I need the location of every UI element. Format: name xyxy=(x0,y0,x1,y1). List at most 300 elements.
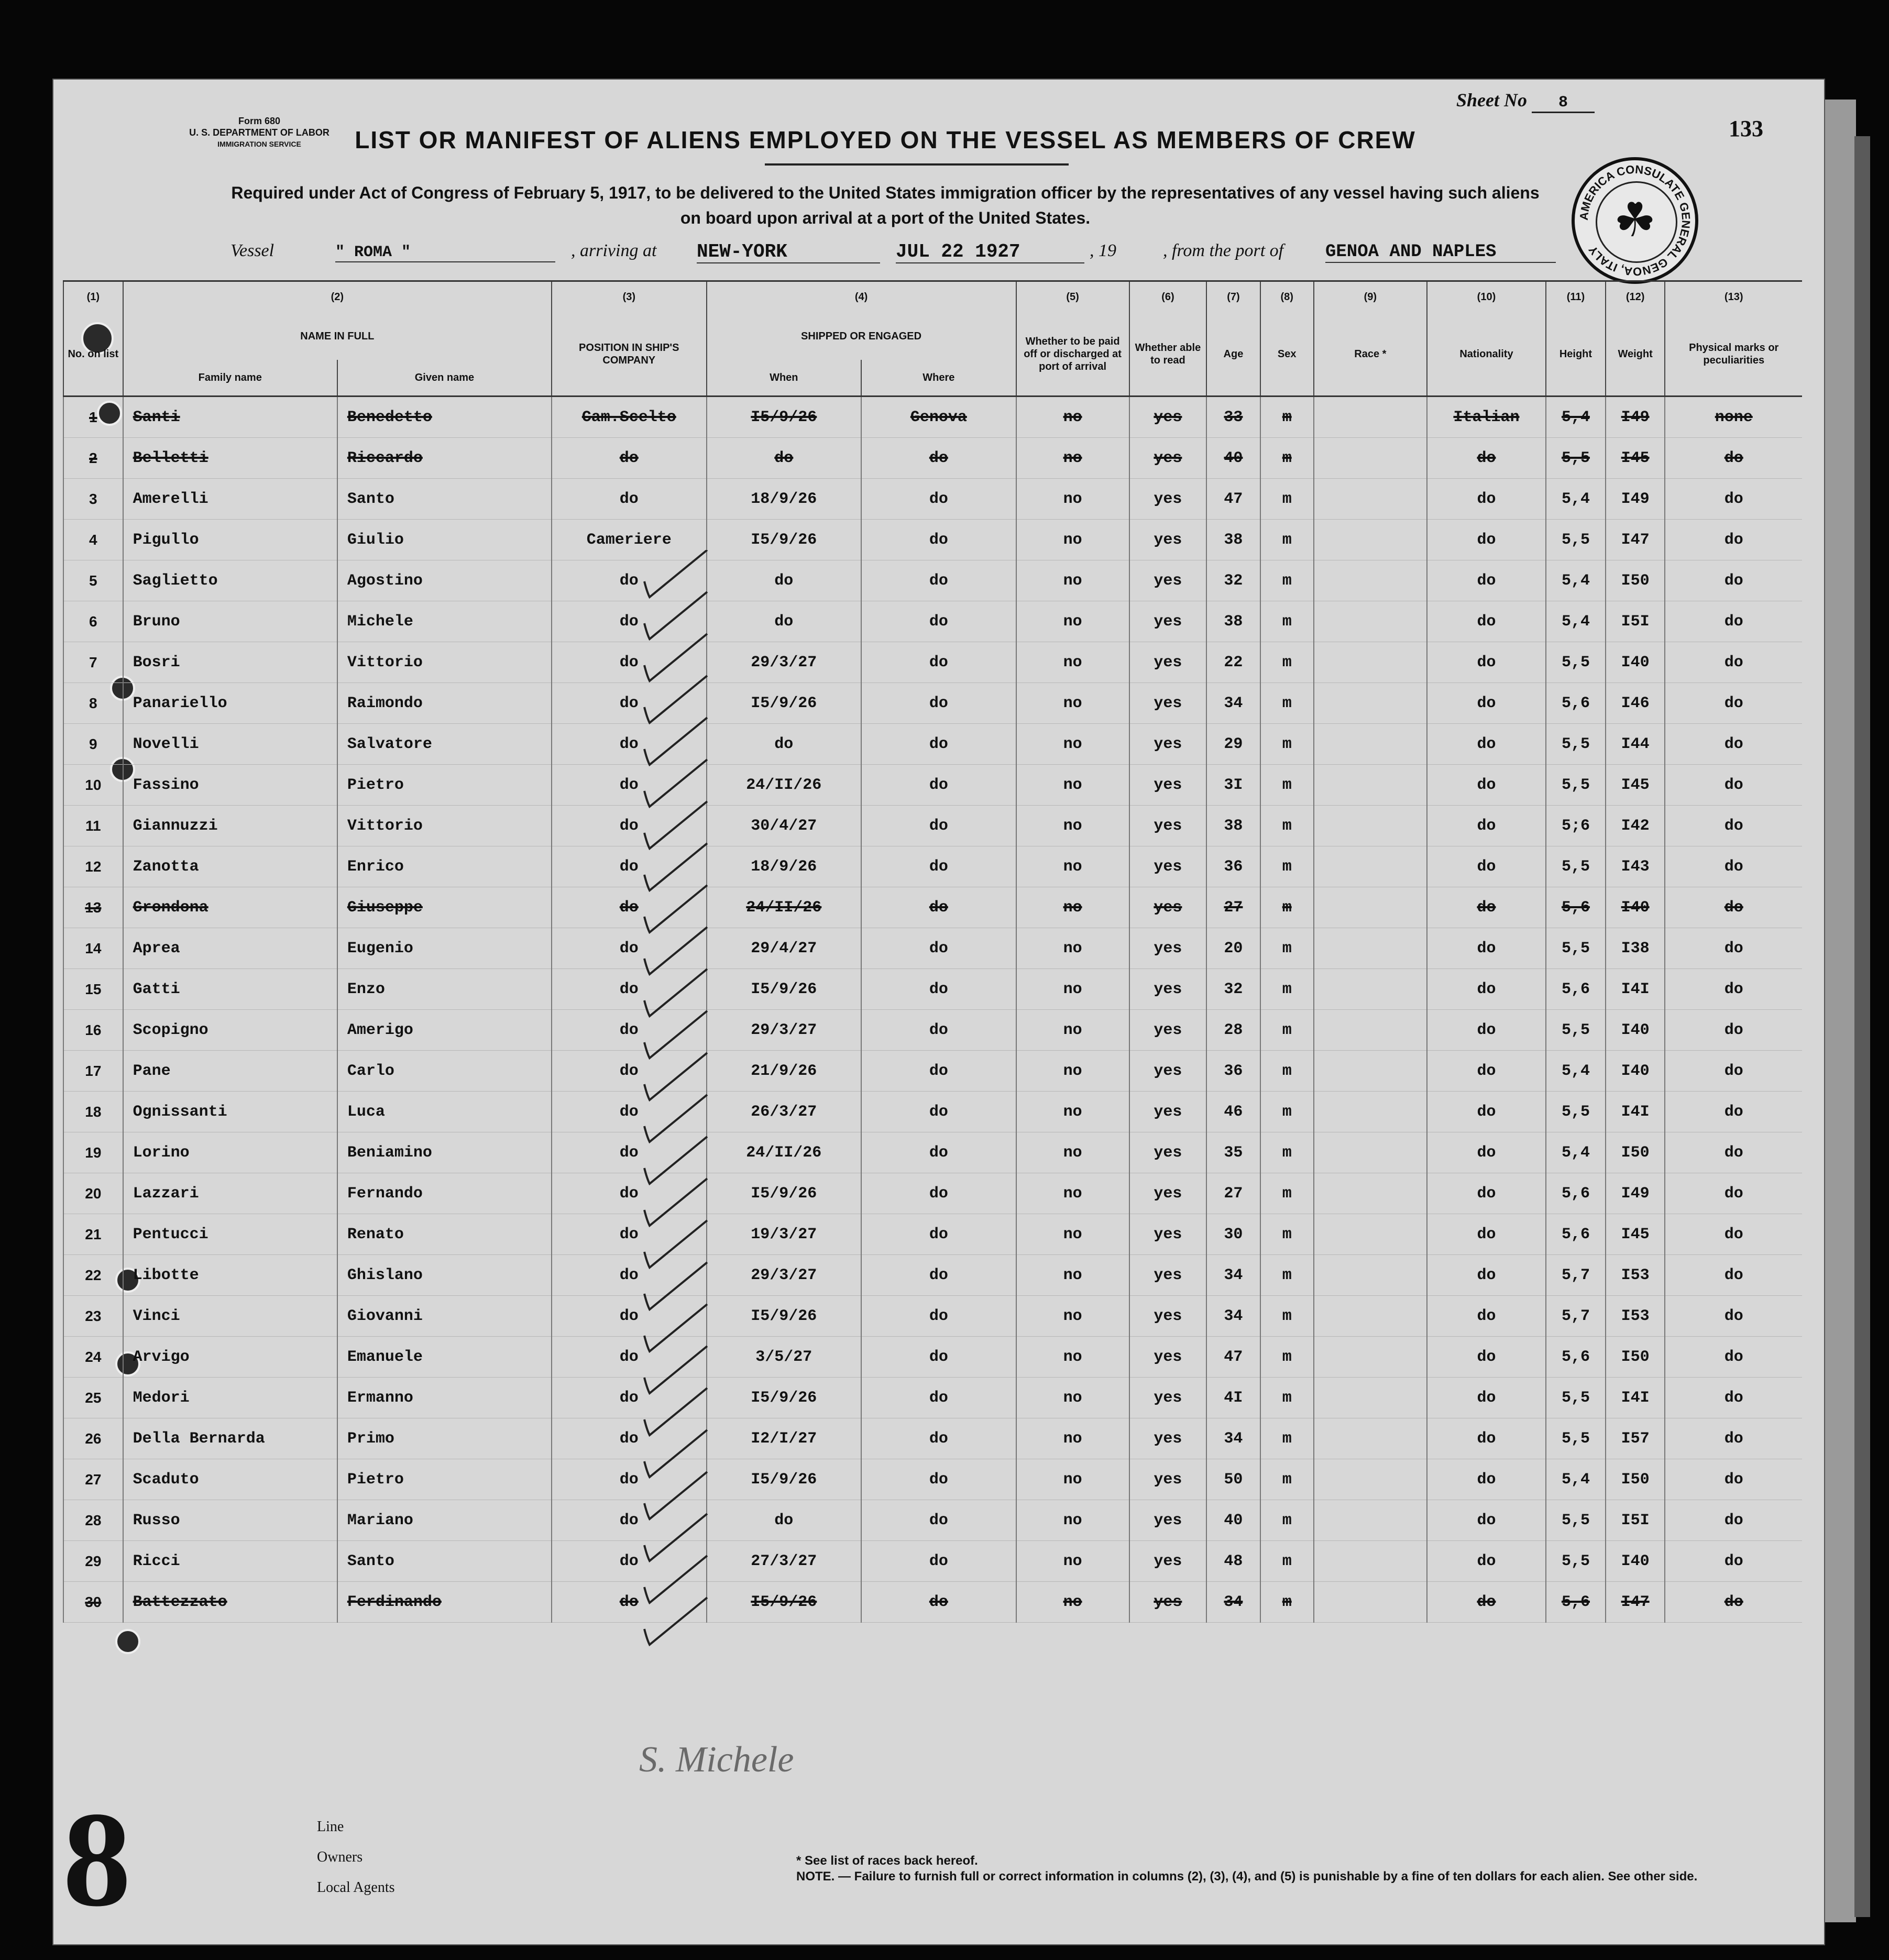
family-name-cell: Novelli xyxy=(123,724,337,765)
family-name-cell: Bruno xyxy=(123,601,337,642)
service-name: IMMIGRATION SERVICE xyxy=(217,140,301,148)
sex-cell: m xyxy=(1260,1582,1314,1623)
able-to-read-cell: yes xyxy=(1129,928,1207,969)
shipped-when-cell: do xyxy=(707,724,862,765)
weight-cell: I42 xyxy=(1606,806,1665,846)
nationality-cell: do xyxy=(1427,1132,1546,1173)
able-to-read-cell: yes xyxy=(1129,560,1207,601)
penalty-note: NOTE. — Failure to furnish full or correct information in columns (2), (3), (4), and (5) is punishable by a fine of ten dollars for each alien. See other side. xyxy=(796,1869,1698,1884)
shipped-when-cell: 29/3/27 xyxy=(707,1010,862,1051)
weight-cell: I38 xyxy=(1606,928,1665,969)
given-name-cell: Primo xyxy=(337,1418,552,1459)
col-num-8: (8) xyxy=(1260,281,1314,313)
race-cell xyxy=(1314,724,1427,765)
nationality-cell: do xyxy=(1427,1010,1546,1051)
height-cell: 5,5 xyxy=(1546,765,1606,806)
height-cell: 5,5 xyxy=(1546,1500,1606,1541)
given-name-cell: Ghislano xyxy=(337,1255,552,1296)
race-cell xyxy=(1314,765,1427,806)
arriving-port: NEW-YORK xyxy=(697,241,880,263)
paid-off-cell: no xyxy=(1016,1214,1129,1255)
race-cell xyxy=(1314,887,1427,928)
sex-cell: m xyxy=(1260,1051,1314,1092)
race-cell xyxy=(1314,969,1427,1010)
given-name-cell: Giulio xyxy=(337,520,552,560)
nationality-cell: do xyxy=(1427,724,1546,765)
row-number-cell: 8 xyxy=(63,683,123,724)
shipped-where-cell: do xyxy=(861,1173,1016,1214)
paid-off-cell: no xyxy=(1016,928,1129,969)
paid-off-cell: no xyxy=(1016,1418,1129,1459)
nationality-cell: do xyxy=(1427,642,1546,683)
row-number-cell: 28 xyxy=(63,1500,123,1541)
nationality-cell: do xyxy=(1427,1418,1546,1459)
position-cell: do xyxy=(552,1132,707,1173)
age-cell: 47 xyxy=(1206,1337,1260,1378)
given-name-cell: Giuseppe xyxy=(337,887,552,928)
family-name-cell: Gatti xyxy=(123,969,337,1010)
table-row xyxy=(63,765,1802,806)
sex-cell: m xyxy=(1260,1173,1314,1214)
physical-marks-cell: do xyxy=(1665,683,1802,724)
nationality-cell: do xyxy=(1427,1378,1546,1418)
sex-cell: m xyxy=(1260,724,1314,765)
family-name-cell: Saglietto xyxy=(123,560,337,601)
sex-cell: m xyxy=(1260,1132,1314,1173)
arriving-label: , arriving at xyxy=(571,241,657,260)
paid-off-cell: no xyxy=(1016,1173,1129,1214)
race-cell xyxy=(1314,1092,1427,1132)
shipped-when-cell: I5/9/26 xyxy=(707,683,862,724)
shipped-when-cell: 18/9/26 xyxy=(707,846,862,887)
age-cell: 27 xyxy=(1206,887,1260,928)
table-row xyxy=(63,438,1802,479)
given-name-cell: Santo xyxy=(337,1541,552,1582)
shipped-where-cell: do xyxy=(861,1541,1016,1582)
physical-marks-cell: do xyxy=(1665,1296,1802,1337)
race-cell xyxy=(1314,1214,1427,1255)
able-to-read-cell: yes xyxy=(1129,642,1207,683)
owners-label: Owners xyxy=(317,1849,363,1865)
position-cell: do xyxy=(552,1541,707,1582)
family-name-cell: Panariello xyxy=(123,683,337,724)
table-row xyxy=(63,1337,1802,1378)
paid-off-cell: no xyxy=(1016,969,1129,1010)
shipped-where-cell: do xyxy=(861,887,1016,928)
table-row xyxy=(63,1296,1802,1337)
shipped-where-cell: do xyxy=(861,1296,1016,1337)
physical-marks-cell: do xyxy=(1665,1092,1802,1132)
given-name-cell: Giovanni xyxy=(337,1296,552,1337)
shipped-when-cell: I5/9/26 xyxy=(707,969,862,1010)
paid-off-cell: no xyxy=(1016,397,1129,438)
physical-marks-cell: do xyxy=(1665,1255,1802,1296)
position-cell: do xyxy=(552,560,707,601)
paid-off-cell: no xyxy=(1016,683,1129,724)
row-number-cell: 9 xyxy=(63,724,123,765)
position-cell: do xyxy=(552,1459,707,1500)
department-name: U. S. DEPARTMENT OF LABOR xyxy=(189,127,330,138)
header-paid-off: Whether to be paid off or discharged at port of arrival xyxy=(1016,313,1129,397)
able-to-read-cell: yes xyxy=(1129,1132,1207,1173)
shipped-where-cell: do xyxy=(861,560,1016,601)
row-number-cell: 1 xyxy=(63,397,123,438)
height-cell: 5,7 xyxy=(1546,1255,1606,1296)
age-cell: 34 xyxy=(1206,1418,1260,1459)
shipped-where-cell: do xyxy=(861,928,1016,969)
race-cell xyxy=(1314,1051,1427,1092)
shipped-when-cell: do xyxy=(707,601,862,642)
col-num-2: (2) xyxy=(123,281,552,313)
able-to-read-cell: yes xyxy=(1129,1541,1207,1582)
signature: S. Michele xyxy=(639,1739,794,1780)
age-cell: 50 xyxy=(1206,1459,1260,1500)
row-number-cell: 20 xyxy=(63,1173,123,1214)
nationality-cell: do xyxy=(1427,479,1546,520)
weight-cell: I47 xyxy=(1606,520,1665,560)
family-name-cell: Ricci xyxy=(123,1541,337,1582)
table-row xyxy=(63,1500,1802,1541)
nationality-cell: do xyxy=(1427,1296,1546,1337)
paid-off-cell: no xyxy=(1016,1296,1129,1337)
header-family-name: Family name xyxy=(123,360,337,397)
nationality-cell: do xyxy=(1427,1092,1546,1132)
header-no-on-list: No. on list xyxy=(63,313,123,397)
height-cell: 5,7 xyxy=(1546,1296,1606,1337)
able-to-read-cell: yes xyxy=(1129,1010,1207,1051)
position-cell: do xyxy=(552,642,707,683)
table-row xyxy=(63,1173,1802,1214)
height-cell: 5,6 xyxy=(1546,969,1606,1010)
row-number-cell: 17 xyxy=(63,1051,123,1092)
weight-cell: I40 xyxy=(1606,1541,1665,1582)
weight-cell: I5I xyxy=(1606,1500,1665,1541)
physical-marks-cell: do xyxy=(1665,1337,1802,1378)
age-cell: 34 xyxy=(1206,683,1260,724)
sex-cell: m xyxy=(1260,928,1314,969)
departure-port: GENOA AND NAPLES xyxy=(1325,242,1556,263)
able-to-read-cell: yes xyxy=(1129,1500,1207,1541)
weight-cell: I40 xyxy=(1606,642,1665,683)
weight-cell: I46 xyxy=(1606,683,1665,724)
given-name-cell: Mariano xyxy=(337,1500,552,1541)
nationality-cell: do xyxy=(1427,1541,1546,1582)
table-row xyxy=(63,601,1802,642)
able-to-read-cell: yes xyxy=(1129,1255,1207,1296)
physical-marks-cell: do xyxy=(1665,1173,1802,1214)
height-cell: 5,6 xyxy=(1546,887,1606,928)
physical-marks-cell: do xyxy=(1665,724,1802,765)
shipped-where-cell: do xyxy=(861,765,1016,806)
row-number-cell: 25 xyxy=(63,1378,123,1418)
table-row xyxy=(63,1092,1802,1132)
race-cell xyxy=(1314,1296,1427,1337)
race-cell xyxy=(1314,928,1427,969)
row-number-cell: 10 xyxy=(63,765,123,806)
row-number-cell: 27 xyxy=(63,1459,123,1500)
given-name-cell: Eugenio xyxy=(337,928,552,969)
table-row xyxy=(63,806,1802,846)
position-cell: do xyxy=(552,1092,707,1132)
able-to-read-cell: yes xyxy=(1129,1418,1207,1459)
family-name-cell: Pane xyxy=(123,1051,337,1092)
shipped-where-cell: do xyxy=(861,1255,1016,1296)
row-number-cell: 5 xyxy=(63,560,123,601)
paid-off-cell: no xyxy=(1016,1132,1129,1173)
paid-off-cell: no xyxy=(1016,1051,1129,1092)
position-cell: do xyxy=(552,1051,707,1092)
given-name-cell: Michele xyxy=(337,601,552,642)
age-cell: 3I xyxy=(1206,765,1260,806)
paid-off-cell: no xyxy=(1016,1378,1129,1418)
given-name-cell: Ferdinando xyxy=(337,1582,552,1623)
paid-off-cell: no xyxy=(1016,1255,1129,1296)
shipped-where-cell: do xyxy=(861,520,1016,560)
physical-marks-cell: do xyxy=(1665,765,1802,806)
weight-cell: I4I xyxy=(1606,1378,1665,1418)
able-to-read-cell: yes xyxy=(1129,1459,1207,1500)
given-name-cell: Riccardo xyxy=(337,438,552,479)
age-cell: 36 xyxy=(1206,1051,1260,1092)
sex-cell: m xyxy=(1260,1459,1314,1500)
col-num-11: (11) xyxy=(1546,281,1606,313)
given-name-cell: Vittorio xyxy=(337,642,552,683)
shipped-where-cell: do xyxy=(861,1418,1016,1459)
age-cell: 32 xyxy=(1206,969,1260,1010)
nationality-cell: do xyxy=(1427,928,1546,969)
age-cell: 32 xyxy=(1206,560,1260,601)
physical-marks-cell: do xyxy=(1665,1378,1802,1418)
shipped-when-cell: 29/3/27 xyxy=(707,1255,862,1296)
sex-cell: m xyxy=(1260,969,1314,1010)
col-num-13: (13) xyxy=(1665,281,1802,313)
shipped-where-cell: do xyxy=(861,1214,1016,1255)
paid-off-cell: no xyxy=(1016,601,1129,642)
shipped-when-cell: do xyxy=(707,438,862,479)
given-name-cell: Raimondo xyxy=(337,683,552,724)
page-edge-shadow xyxy=(1854,136,1870,1917)
physical-marks-cell: do xyxy=(1665,560,1802,601)
age-cell: 4I xyxy=(1206,1378,1260,1418)
age-cell: 40 xyxy=(1206,438,1260,479)
weight-cell: I45 xyxy=(1606,765,1665,806)
given-name-cell: Benedetto xyxy=(337,397,552,438)
family-name-cell: Russo xyxy=(123,1500,337,1541)
paid-off-cell: no xyxy=(1016,846,1129,887)
age-cell: 29 xyxy=(1206,724,1260,765)
shipped-where-cell: do xyxy=(861,683,1016,724)
physical-marks-cell: do xyxy=(1665,642,1802,683)
shipped-where-cell: do xyxy=(861,1500,1016,1541)
sex-cell: m xyxy=(1260,397,1314,438)
weight-cell: I4I xyxy=(1606,1092,1665,1132)
sex-cell: m xyxy=(1260,683,1314,724)
position-cell: Cam.Scelto xyxy=(552,397,707,438)
shipped-where-cell: do xyxy=(861,438,1016,479)
race-cell xyxy=(1314,1255,1427,1296)
position-cell: do xyxy=(552,969,707,1010)
header-able-to-read: Whether able to read xyxy=(1129,313,1207,397)
subtitle-line-2: on board upon arrival at a port of the United States. xyxy=(680,208,1091,227)
shipped-where-cell: do xyxy=(861,1378,1016,1418)
height-cell: 5,4 xyxy=(1546,397,1606,438)
arrival-date-stamp: JUL 22 1927 xyxy=(896,241,1084,263)
shipped-when-cell: I5/9/26 xyxy=(707,1459,862,1500)
paid-off-cell: no xyxy=(1016,1541,1129,1582)
row-number-cell: 6 xyxy=(63,601,123,642)
shipped-when-cell: I2/I/27 xyxy=(707,1418,862,1459)
shipped-when-cell: I5/9/26 xyxy=(707,1173,862,1214)
race-cell xyxy=(1314,1459,1427,1500)
position-cell: Cameriere xyxy=(552,520,707,560)
position-cell: do xyxy=(552,846,707,887)
table-row xyxy=(63,1582,1802,1623)
physical-marks-cell: do xyxy=(1665,1418,1802,1459)
position-cell: do xyxy=(552,1173,707,1214)
physical-marks-cell: do xyxy=(1665,438,1802,479)
family-name-cell: Lazzari xyxy=(123,1173,337,1214)
able-to-read-cell: yes xyxy=(1129,1214,1207,1255)
sex-cell: m xyxy=(1260,642,1314,683)
weight-cell: I49 xyxy=(1606,479,1665,520)
shipped-where-cell: do xyxy=(861,601,1016,642)
header-given-name: Given name xyxy=(337,360,552,397)
physical-marks-cell: do xyxy=(1665,1500,1802,1541)
table-row xyxy=(63,520,1802,560)
weight-cell: I50 xyxy=(1606,560,1665,601)
nationality-cell: do xyxy=(1427,1337,1546,1378)
consulate-seal xyxy=(1572,157,1698,284)
position-cell: do xyxy=(552,479,707,520)
nationality-cell: do xyxy=(1427,560,1546,601)
table-row xyxy=(63,724,1802,765)
able-to-read-cell: yes xyxy=(1129,479,1207,520)
table-row xyxy=(63,928,1802,969)
able-to-read-cell: yes xyxy=(1129,1582,1207,1623)
family-name-cell: Grondona xyxy=(123,887,337,928)
paid-off-cell: no xyxy=(1016,1582,1129,1623)
shipped-when-cell: I5/9/26 xyxy=(707,1296,862,1337)
paid-off-cell: no xyxy=(1016,1459,1129,1500)
given-name-cell: Enzo xyxy=(337,969,552,1010)
height-cell: 5,5 xyxy=(1546,928,1606,969)
given-name-cell: Santo xyxy=(337,479,552,520)
paid-off-cell: no xyxy=(1016,806,1129,846)
given-name-cell: Emanuele xyxy=(337,1337,552,1378)
table-row xyxy=(63,1541,1802,1582)
physical-marks-cell: do xyxy=(1665,846,1802,887)
nationality-cell: do xyxy=(1427,438,1546,479)
sheet-value: 8 xyxy=(1532,94,1595,113)
family-name-cell: Scaduto xyxy=(123,1459,337,1500)
sex-cell: m xyxy=(1260,806,1314,846)
race-cell xyxy=(1314,846,1427,887)
page-title: LIST OR MANIFEST OF ALIENS EMPLOYED ON THE VESSEL AS MEMBERS OF CREW xyxy=(355,126,1416,153)
family-name-cell: Santi xyxy=(123,397,337,438)
weight-cell: I50 xyxy=(1606,1459,1665,1500)
shipped-where-cell: do xyxy=(861,642,1016,683)
header-shipped: SHIPPED OR ENGAGED xyxy=(707,313,1016,360)
sex-cell: m xyxy=(1260,1010,1314,1051)
physical-marks-cell: none xyxy=(1665,397,1802,438)
sex-cell: m xyxy=(1260,560,1314,601)
row-number-cell: 29 xyxy=(63,1541,123,1582)
able-to-read-cell: yes xyxy=(1129,601,1207,642)
weight-cell: I47 xyxy=(1606,1582,1665,1623)
shipped-where-cell: do xyxy=(861,1092,1016,1132)
given-name-cell: Pietro xyxy=(337,765,552,806)
given-name-cell: Salvatore xyxy=(337,724,552,765)
able-to-read-cell: yes xyxy=(1129,397,1207,438)
eagle-icon: ☘ xyxy=(1613,194,1656,247)
age-cell: 38 xyxy=(1206,601,1260,642)
position-cell: do xyxy=(552,1582,707,1623)
sex-cell: m xyxy=(1260,438,1314,479)
paid-off-cell: no xyxy=(1016,1010,1129,1051)
physical-marks-cell: do xyxy=(1665,1459,1802,1500)
row-number-cell: 22 xyxy=(63,1255,123,1296)
row-number-cell: 2 xyxy=(63,438,123,479)
given-name-cell: Vittorio xyxy=(337,806,552,846)
paid-off-cell: no xyxy=(1016,1092,1129,1132)
physical-marks-cell: do xyxy=(1665,1214,1802,1255)
sex-cell: m xyxy=(1260,520,1314,560)
header-physical-marks: Physical marks or peculiarities xyxy=(1665,313,1802,397)
race-cell xyxy=(1314,1582,1427,1623)
height-cell: 5,4 xyxy=(1546,1459,1606,1500)
weight-cell: I50 xyxy=(1606,1132,1665,1173)
height-cell: 5,5 xyxy=(1546,642,1606,683)
table-row xyxy=(63,846,1802,887)
nationality-cell: do xyxy=(1427,601,1546,642)
col-num-9: (9) xyxy=(1314,281,1427,313)
race-cell xyxy=(1314,479,1427,520)
sex-cell: m xyxy=(1260,1378,1314,1418)
position-cell: do xyxy=(552,601,707,642)
family-name-cell: Della Bernarda xyxy=(123,1418,337,1459)
sex-cell: m xyxy=(1260,1296,1314,1337)
header-race: Race * xyxy=(1314,313,1427,397)
age-cell: 40 xyxy=(1206,1500,1260,1541)
shipped-where-cell: do xyxy=(861,724,1016,765)
weight-cell: I43 xyxy=(1606,846,1665,887)
family-name-cell: Aprea xyxy=(123,928,337,969)
family-name-cell: Lorino xyxy=(123,1132,337,1173)
family-name-cell: Pentucci xyxy=(123,1214,337,1255)
table-row xyxy=(63,1010,1802,1051)
page-edge xyxy=(1823,100,1856,1922)
row-number-cell: 4 xyxy=(63,520,123,560)
weight-cell: I49 xyxy=(1606,1173,1665,1214)
nationality-cell: do xyxy=(1427,1214,1546,1255)
height-cell: 5,5 xyxy=(1546,724,1606,765)
height-cell: 5,6 xyxy=(1546,683,1606,724)
race-cell xyxy=(1314,438,1427,479)
nationality-cell: Italian xyxy=(1427,397,1546,438)
shipped-when-cell: 29/3/27 xyxy=(707,642,862,683)
svg-text:AMERICA CONSULATE GENERAL GENO: AMERICA CONSULATE GENERAL GENOA, ITALY xyxy=(1577,162,1693,279)
sex-cell: m xyxy=(1260,1418,1314,1459)
height-cell: 5,5 xyxy=(1546,1378,1606,1418)
row-number-cell: 23 xyxy=(63,1296,123,1337)
able-to-read-cell: yes xyxy=(1129,1092,1207,1132)
race-cell xyxy=(1314,1418,1427,1459)
weight-cell: I40 xyxy=(1606,1010,1665,1051)
physical-marks-cell: do xyxy=(1665,601,1802,642)
nationality-cell: do xyxy=(1427,1051,1546,1092)
physical-marks-cell: do xyxy=(1665,928,1802,969)
race-cell xyxy=(1314,1500,1427,1541)
